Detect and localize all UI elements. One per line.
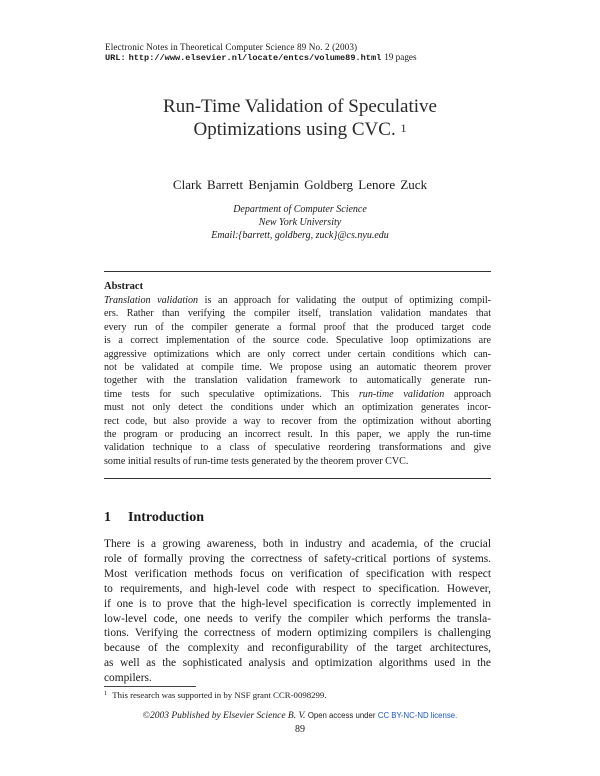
body-line: compilers. bbox=[104, 672, 152, 685]
abstract-line-text: approach bbox=[444, 388, 491, 400]
body-line: There is a growing awareness, both in industry and academia, of the crucial bbox=[104, 538, 491, 550]
paper-title-line-1: Run-Time Validation of Speculative bbox=[163, 96, 437, 117]
abstract-bottom-rule bbox=[104, 478, 491, 479]
abstract-top-rule bbox=[104, 271, 491, 272]
body-line: as well as the sophisticated analysis and optimization algorithms used in the bbox=[104, 657, 491, 670]
footnote-text: This research was supported in by NSF grant CCR-0098299. bbox=[112, 690, 327, 700]
abstract-italic-term: Translation validation bbox=[104, 295, 199, 306]
abstract-line-text: is a correct implementation of the source code. Speculative loop optimizations are bbox=[104, 335, 491, 347]
abstract-line-text: must not only detect the conditions under which an optimization generates incor- bbox=[104, 402, 491, 414]
abstract-line-text: some initial results of run-time tests generated by the theorem prover CVC. bbox=[104, 455, 409, 467]
footnote-mark: 1 bbox=[104, 690, 108, 697]
abstract-line-text: the program or producing an incorrect result. In this paper, we apply the run-time bbox=[104, 429, 491, 440]
journal-url-line bbox=[105, 52, 417, 63]
footnote bbox=[104, 690, 327, 700]
page-count: 19 pages bbox=[384, 52, 417, 62]
section-heading bbox=[104, 510, 204, 526]
journal-header: Electronic Notes in Theoretical Computer Science 89 No. 2 (2003) bbox=[105, 42, 358, 52]
body-line: if one is to prove that the high-level specification is correctly implemented in bbox=[104, 597, 491, 610]
paper-title-line-2-text: Optimizations using CVC. bbox=[193, 119, 396, 140]
abstract-line bbox=[104, 322, 491, 333]
author-emails: Email:{barrett, goldberg, zuck}@cs.nyu.edu bbox=[211, 230, 389, 241]
paper-title-line-2 bbox=[0, 119, 600, 141]
body-line: low-level code, one needs to verify the compiler which performs the transla- bbox=[104, 612, 491, 625]
page-number: 89 bbox=[295, 724, 305, 735]
abstract-line-text: not be validated at compile time. We propose using an automatic theorem prover bbox=[104, 362, 491, 373]
abstract-line-text: aggressive optimizations which are only correct under certain conditions which can- bbox=[104, 348, 491, 360]
abstract-line bbox=[104, 349, 491, 360]
section-number: 1 bbox=[104, 510, 111, 525]
author-list: Clark Barrett Benjamin Goldberg Lenore Zuck bbox=[172, 177, 428, 192]
body-line: Most verification methods focus on verification of specification with respect bbox=[104, 567, 491, 580]
abstract-line bbox=[104, 389, 491, 400]
open-access-text: Open access under bbox=[307, 711, 376, 720]
abstract-line-text: validation technique to a class of speculative reordering transformations and give bbox=[104, 442, 491, 454]
title-footnote-mark: 1 bbox=[400, 121, 407, 135]
abstract-line bbox=[104, 429, 491, 440]
abstract-line bbox=[104, 456, 491, 467]
abstract-line bbox=[104, 308, 491, 319]
abstract-line-text: together with the translation validation framework to automatically generate run- bbox=[104, 375, 491, 387]
abstract-line-text: is an approach for validating the output of optimizing compil- bbox=[198, 295, 491, 306]
abstract-line-text: time tests for such speculative optimizations. This bbox=[104, 388, 359, 400]
url-label: URL: bbox=[105, 53, 126, 63]
abstract-italic-term: run-time validation bbox=[358, 388, 445, 400]
abstract-line bbox=[104, 402, 491, 413]
abstract-line bbox=[104, 362, 491, 373]
body-line: to requirements, and high-level code with respect to specification. However, bbox=[104, 582, 491, 595]
license-link[interactable]: CC BY-NC-ND license. bbox=[377, 711, 458, 720]
copyright-line bbox=[0, 711, 600, 721]
abstract-line-text: every run of the compiler generate a formal proof that the produced target code bbox=[104, 321, 491, 333]
abstract-line bbox=[104, 416, 491, 427]
abstract-line bbox=[104, 442, 491, 453]
abstract-line bbox=[104, 375, 491, 386]
abstract-line-text: rect code, but also provide a way to recover from the optimization without aborting bbox=[104, 415, 491, 427]
abstract-line-text: ers. Rather than verifying the compiler itself, translation validation mandates that bbox=[104, 308, 491, 320]
footnote-rule bbox=[104, 686, 196, 687]
section-title: Introduction bbox=[128, 510, 204, 525]
abstract-line bbox=[104, 295, 491, 306]
copyright-text: 2003 Published by Elsevier Science B. V. bbox=[149, 711, 306, 721]
abstract-heading: Abstract bbox=[104, 281, 144, 292]
affiliation-department: Department of Computer Science bbox=[233, 204, 367, 215]
body-line: role of formally proving the correctness of safety-critical portions of systems. bbox=[104, 552, 491, 565]
copyright-symbol: © bbox=[142, 711, 150, 721]
journal-url[interactable]: http://www.elsevier.nl/locate/entcs/volume89.html bbox=[128, 53, 382, 63]
body-line: because of the complexity and reconfigurability of the target architectures, bbox=[104, 642, 491, 655]
body-line: tions. Verifying the correctness of modern optimizing compilers is challenging bbox=[104, 627, 491, 640]
abstract-line bbox=[104, 335, 491, 346]
affiliation-university: New York University bbox=[258, 217, 342, 228]
